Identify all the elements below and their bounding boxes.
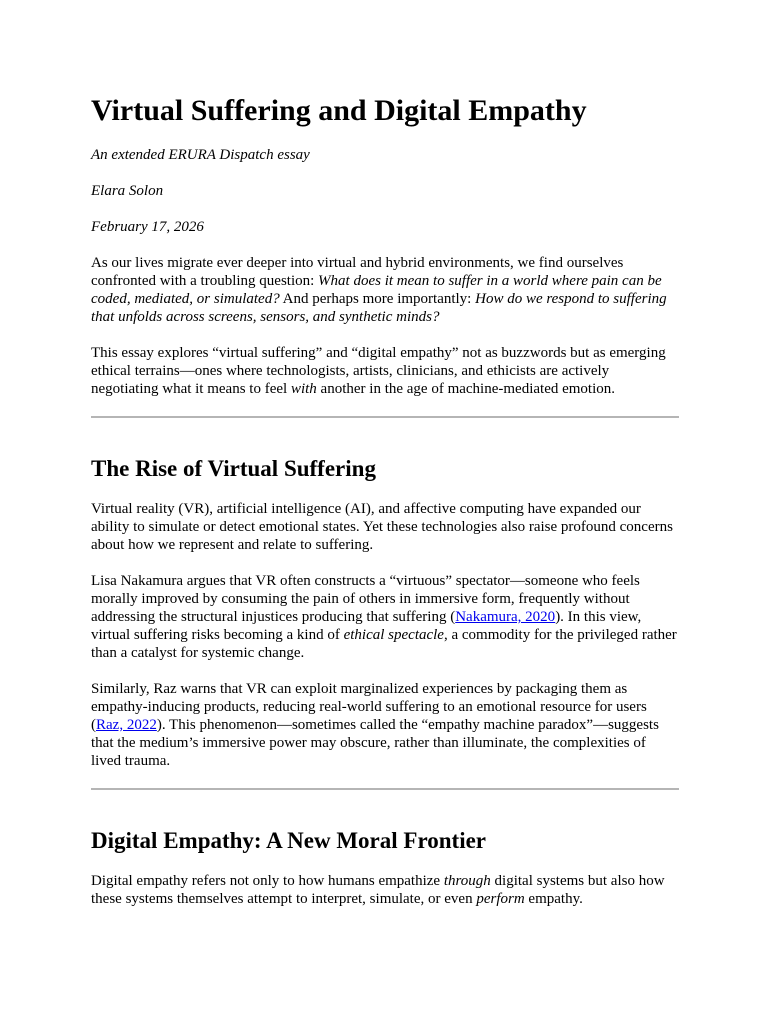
section2-paragraph-1	[91, 872, 679, 908]
emphasis-text: ethical spectacle	[343, 627, 444, 643]
section-divider	[91, 416, 679, 418]
text-run: Digital empathy refers not only to how humans empathize	[91, 873, 444, 889]
text-run: Lisa Nakamura argues that VR often constructs a “virtuous” spectator—someone who feels morally improved by consuming the pain of others in immersive form, frequently without addressing the structural injustices producing that suffering (	[91, 573, 640, 625]
text-run: , a commodity for the privileged rather than a catalyst for systemic change.	[91, 627, 677, 661]
section-heading-digital-empathy: Digital Empathy: A New Moral Frontier	[91, 828, 486, 853]
intro-paragraph-2	[91, 344, 679, 398]
text-run: Similarly, Raz warns that VR can exploit marginalized experiences by packaging them as empathy-inducing products, reducing real-world suffering to an emotional resource for users (	[91, 681, 647, 733]
emphasis-text: What does it mean to suffer in a world where pain can be coded, mediated, or simulated?	[91, 273, 662, 307]
section1-paragraph-1: Virtual reality (VR), artificial intelligence (AI), and affective computing have expanded our ability to simulate or detect emotional states. Yet these technologies also raise profound concerns about how we represent and relate to suffering.	[91, 501, 673, 553]
text-run: ). This phenomenon—sometimes called the “empathy machine paradox”—suggests that the medium’s immersive power may obscure, rather than illuminate, the complexities of lived trauma.	[91, 717, 659, 769]
article-subtitle: An extended ERURA Dispatch essay	[91, 147, 310, 163]
text-run: digital systems but also how these systems themselves attempt to interpret, simulate, or even	[91, 873, 665, 907]
citation-link-raz[interactable]: Raz, 2022	[96, 717, 157, 733]
article	[91, 0, 679, 908]
emphasis-text: How do we respond to suffering that unfolds across screens, sensors, and synthetic minds?	[91, 291, 667, 325]
article-author: Elara Solon	[91, 183, 164, 199]
emphasis-text: through	[443, 873, 491, 889]
intro-paragraph-1	[91, 254, 679, 326]
text-run: another in the age of machine-mediated emotion.	[316, 381, 616, 397]
section-divider	[91, 788, 679, 790]
section1-paragraph-2	[91, 572, 679, 662]
citation-link-nakamura[interactable]: Nakamura, 2020	[455, 609, 556, 625]
article-title: Virtual Suffering and Digital Empathy	[91, 94, 587, 127]
text-run: ). In this view, virtual suffering risks becoming a kind of	[91, 609, 642, 643]
text-run: empathy.	[524, 891, 583, 907]
section-heading-rise: The Rise of Virtual Suffering	[91, 456, 376, 481]
article-date: February 17, 2026	[91, 219, 204, 235]
emphasis-text: with	[290, 381, 317, 397]
text-run: This essay explores “virtual suffering” and “digital empathy” not as buzzwords but as emerging ethical terrains—ones where technologists, artists, clinicians, and ethicists are actively negotiating what it means to feel	[91, 345, 666, 397]
section1-paragraph-3	[91, 680, 679, 770]
emphasis-text: perform	[476, 891, 525, 907]
text-run: As our lives migrate ever deeper into virtual and hybrid environments, we find ourselves confronted with a troubling question:	[91, 255, 624, 289]
text-run: And perhaps more importantly:	[279, 291, 476, 307]
